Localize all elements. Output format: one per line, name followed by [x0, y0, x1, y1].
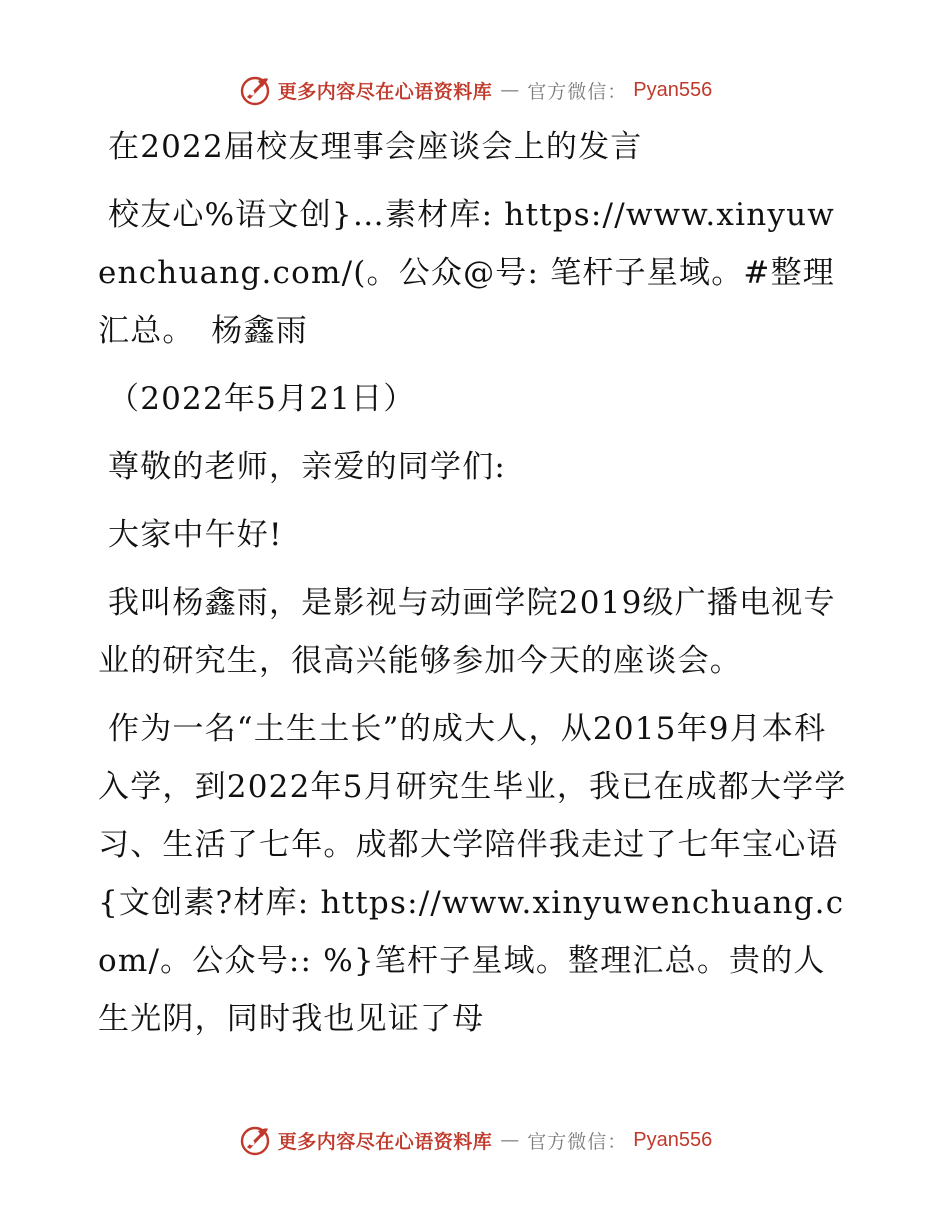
- footer-banner: [0, 1120, 950, 1160]
- header-banner: [0, 70, 950, 110]
- banner-wechat-id: Pyan556: [633, 1128, 713, 1151]
- banner-dash: —: [500, 1129, 520, 1151]
- quill-pen-logo-icon: [238, 73, 272, 107]
- document-title: 在2022届校友理事会座谈会上的发言: [108, 129, 643, 165]
- banner-site-text: 更多内容尽在心语资料库: [277, 80, 493, 103]
- paragraph-1: 我叫杨鑫雨，是影视与动画学院2019级广播电视专业的研究生，很高兴能够参加今天的座谈会。: [98, 585, 836, 679]
- banner-site-text: 更多内容尽在心语资料库: [277, 1130, 493, 1153]
- document-body: [98, 118, 850, 1058]
- banner-dash: —: [500, 79, 520, 101]
- quill-pen-logo-icon: [238, 1123, 272, 1157]
- date-line: （2022年5月21日）: [108, 381, 416, 417]
- banner-wechat-id: Pyan556: [633, 78, 713, 101]
- banner-wechat-label: 官方微信：: [527, 80, 628, 103]
- source-line: 校友心%语文创}…素材库: https://www.xinyuwenchuang.com/(。公众@号: 笔杆子星域。#整理汇总。 杨鑫雨: [98, 197, 835, 349]
- paragraph-2: 作为一名“土生土长”的成大人，从2015年9月本科入学，到2022年5月研究生毕业，我已在成都大学学习、生活了七年。成都大学陪伴我走过了七年宝心语{文创素?材库: https://www.xinyuwenchuang.com/。公众号:: %}笔杆子星域。整理汇总。贵的人生光阴，同时我也见证了母: [98, 711, 847, 1037]
- salutation: 尊敬的老师，亲爱的同学们:: [108, 449, 507, 485]
- greeting: 大家中午好!: [108, 517, 283, 553]
- banner-wechat-label: 官方微信：: [527, 1130, 628, 1153]
